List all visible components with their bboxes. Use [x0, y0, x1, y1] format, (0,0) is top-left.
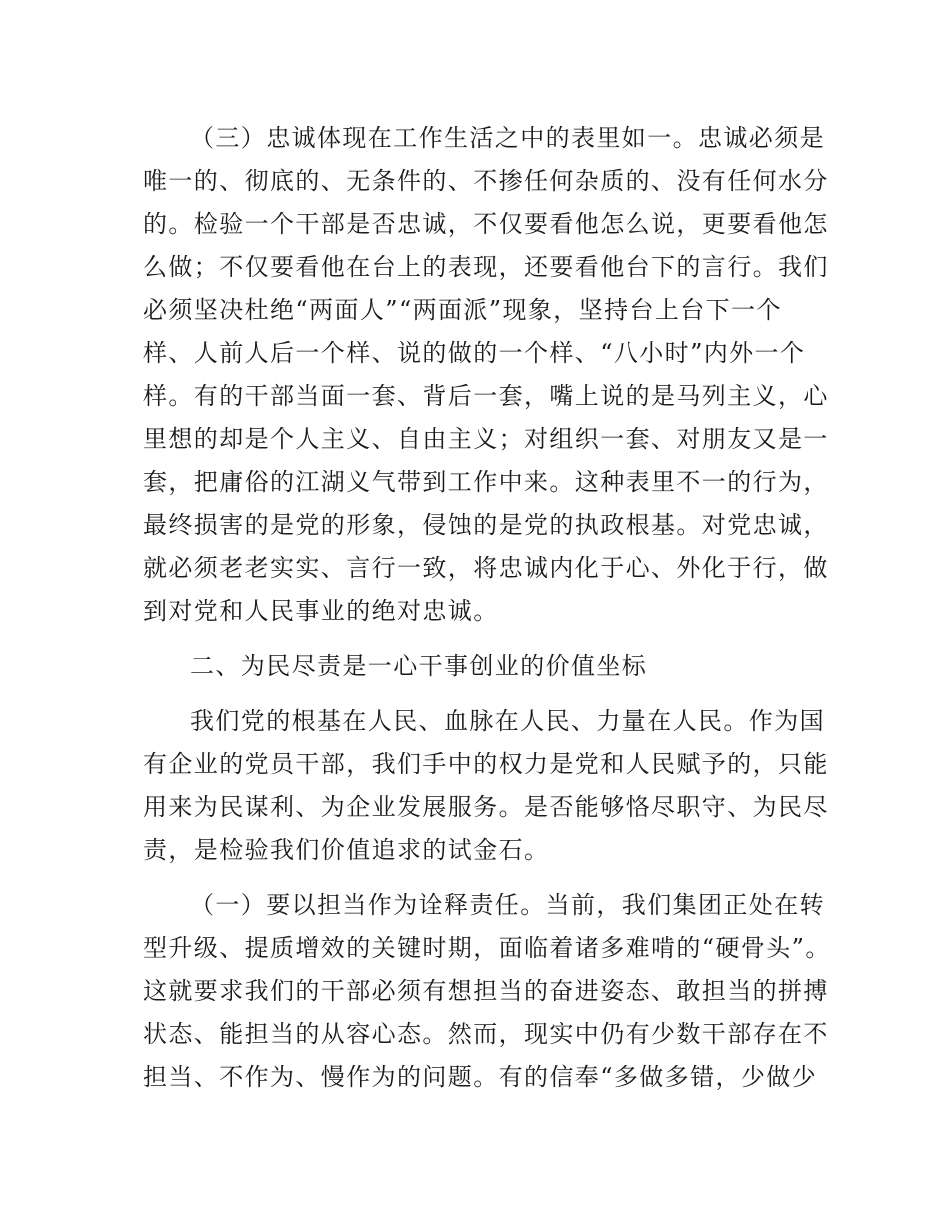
paragraph-line: 到对党和人民事业的绝对忠诚。 — [143, 597, 499, 625]
paragraph-line: 里想的却是个人主义、自由主义；对组织一套、对朋友又是一 — [143, 425, 829, 453]
paragraph-line: 我们党的根基在人民、血脉在人民、力量在人民。作为国 — [190, 707, 825, 735]
paragraph-line: 状态、能担当的从容心态。然而，现实中仍有少数干部存在不 — [143, 1020, 829, 1048]
paragraph-line: 最终损害的是党的形象，侵蚀的是党的执政根基。对党忠诚， — [143, 511, 829, 539]
paragraph-line: 责，是检验我们价值追求的试金石。 — [143, 836, 550, 864]
paragraph-line: 套，把庸俗的江湖义气带到工作中来。这种表里不一的行为， — [143, 468, 829, 496]
paragraph-line: 必须坚决杜绝“两面人”“两面派”现象，坚持台上台下一个 — [143, 296, 782, 324]
paragraph-line: 的。检验一个干部是否忠诚，不仅要看他怎么说，更要看他怎 — [143, 210, 829, 238]
paragraph-line: 用来为民谋利、为企业发展服务。是否能够恪尽职守、为民尽 — [143, 793, 829, 821]
paragraph-line: 这就要求我们的干部必须有想担当的奋进姿态、敢担当的拼搏 — [143, 977, 829, 1005]
paragraph-line: 样。有的干部当面一套、背后一套，嘴上说的是马列主义，心 — [143, 382, 829, 410]
paragraph-line: 有企业的党员干部，我们手中的权力是党和人民赋予的，只能 — [143, 750, 829, 778]
section-heading: 二、为民尽责是一心干事创业的价值坐标 — [190, 652, 648, 680]
paragraph-line: 样、人前人后一个样、说的做的一个样、“八小时”内外一个 — [143, 339, 806, 367]
paragraph-line: （三）忠诚体现在工作生活之中的表里如一。忠诚必须是 — [190, 124, 825, 152]
paragraph-line: 型升级、提质增效的关键时期，面临着诸多难啃的“硬骨头”。 — [143, 934, 831, 962]
paragraph-line: 么做；不仅要看他在台上的表现，还要看他台下的言行。我们 — [143, 253, 829, 281]
paragraph-line: 唯一的、彻底的、无条件的、不掺任何杂质的、没有任何水分 — [143, 167, 829, 195]
paragraph-line: （一）要以担当作为诠释责任。当前，我们集团正处在转 — [190, 891, 825, 919]
paragraph-line: 就必须老老实实、言行一致，将忠诚内化于心、外化于行，做 — [143, 554, 829, 582]
paragraph-line: 担当、不作为、慢作为的问题。有的信奉“多做多错，少做少 — [143, 1063, 818, 1091]
